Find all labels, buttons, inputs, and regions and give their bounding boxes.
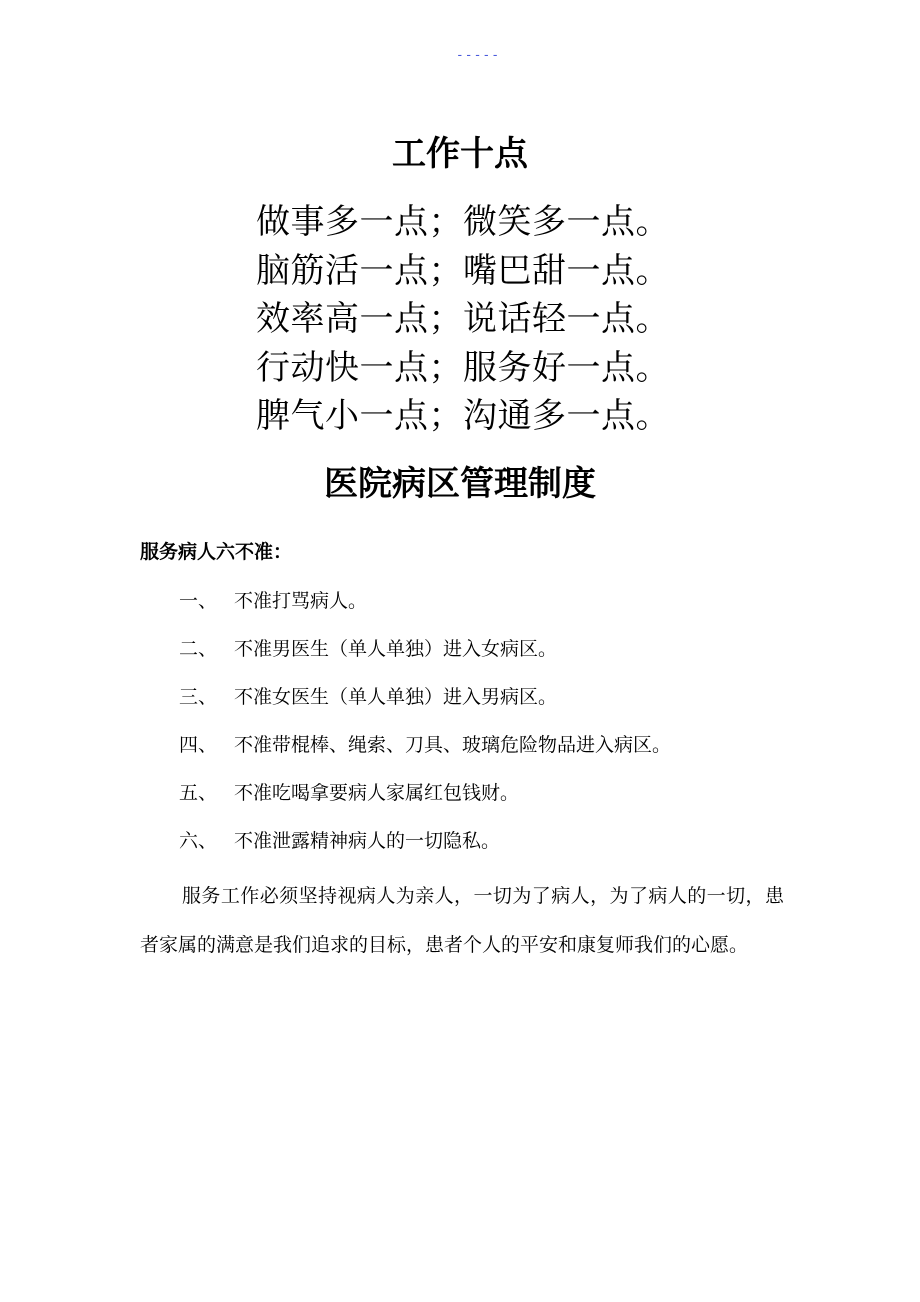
slogan-line: 脑筋活一点；嘴巴甜一点。 [256, 250, 670, 291]
service-paragraph: 服务工作必须坚持视病人为亲人，一切为了病人，为了病人的一切，患者家属的满意是我们追求的目标，患者个人的平安和康复师我们的心愿。 [140, 885, 784, 956]
work-ten-points-title: 工作十点 [392, 134, 528, 174]
header-mark: ----- [455, 48, 501, 63]
rule-text: 不准男医生（单人单独）进入女病区。 [234, 638, 558, 660]
slogan-line: 脾气小一点；沟通多一点。 [256, 396, 670, 436]
slogan-line: 行动快一点；服务好一点。 [256, 347, 670, 388]
rule-number: 三、 [179, 686, 218, 708]
rule-item [179, 588, 819, 636]
rule-text: 不准打骂病人。 [234, 590, 368, 612]
ward-rules-title: 医院病区管理制度 [324, 464, 596, 504]
rule-text: 不准带棍棒、绳索、刀具、玻璃危险物品进入病区。 [234, 734, 672, 756]
slogan-list [256, 198, 816, 441]
rule-number: 六、 [179, 830, 218, 852]
rule-text: 不准吃喝拿要病人家属红包钱财。 [234, 782, 520, 804]
rule-item [179, 684, 819, 732]
rule-text: 不准泄露精神病人的一切隐私。 [234, 830, 501, 852]
rule-number: 四、 [179, 734, 218, 756]
rule-number: 二、 [179, 638, 218, 660]
rule-item [179, 780, 819, 828]
rules-list [179, 588, 819, 876]
rule-item [179, 732, 819, 780]
rule-text: 不准女医生（单人单独）进入男病区。 [234, 686, 558, 708]
rule-number: 一、 [179, 590, 218, 612]
slogan-line: 效率高一点；说话轻一点。 [256, 299, 670, 339]
rule-item [179, 828, 819, 876]
slogan-line: 做事多一点；微笑多一点。 [256, 202, 670, 242]
rule-item [179, 636, 819, 684]
rule-number: 五、 [179, 782, 218, 804]
six-prohibitions-heading: 服务病人六不准： [140, 541, 293, 563]
